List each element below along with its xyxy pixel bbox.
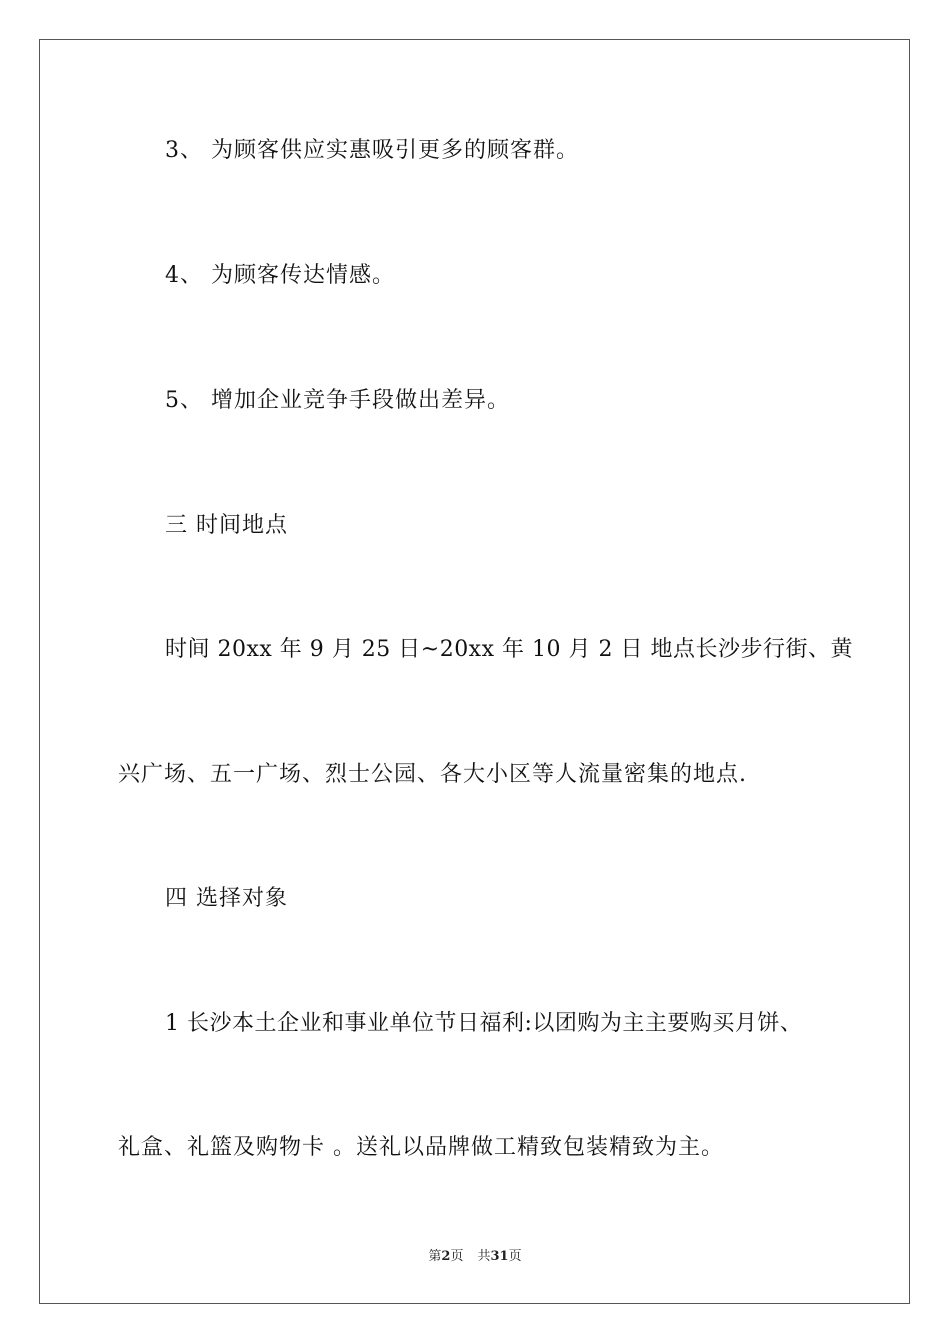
page-total-prefix: 共 bbox=[477, 1249, 491, 1264]
section-heading-targets: 四 选择对象 bbox=[165, 886, 288, 911]
list-item-number: 3、 bbox=[165, 138, 203, 163]
list-item-text: 为顾客供应实惠吸引更多的顾客群。 bbox=[211, 138, 580, 163]
list-item-number: 4、 bbox=[165, 263, 203, 288]
page-number-suffix: 页 bbox=[450, 1249, 464, 1264]
list-item-3 bbox=[165, 137, 579, 165]
paragraph-time-place-line-1: 时间 20xx 年 9 月 25 日~20xx 年 10 月 2 日 地点长沙步行街、黄 bbox=[165, 637, 853, 662]
page-number-total: 31 bbox=[490, 1249, 509, 1264]
list-item-4 bbox=[165, 262, 395, 290]
page-border bbox=[39, 39, 910, 1304]
list-item-text: 增加企业竞争手段做出差异。 bbox=[211, 388, 511, 413]
page-footer bbox=[0, 1248, 950, 1266]
list-item-5 bbox=[165, 387, 510, 415]
page-number-current: 2 bbox=[441, 1249, 451, 1264]
paragraph-targets-line-1: 1 长沙本土企业和事业单位节日福利:以团购为主主要购买月饼、 bbox=[165, 1011, 803, 1036]
page-total-suffix: 页 bbox=[508, 1249, 522, 1264]
paragraph-targets-line-2: 礼盒、礼篮及购物卡 。送礼以品牌做工精致包装精致为主。 bbox=[118, 1135, 724, 1160]
page-number-prefix: 第 bbox=[428, 1249, 442, 1264]
list-item-number: 5、 bbox=[165, 388, 203, 413]
list-item-text: 为顾客传达情感。 bbox=[211, 263, 396, 288]
section-heading-time-place: 三 时间地点 bbox=[165, 513, 288, 538]
paragraph-time-place-line-2: 兴广场、五一广场、烈士公园、各大小区等人流量密集的地点. bbox=[118, 762, 747, 787]
